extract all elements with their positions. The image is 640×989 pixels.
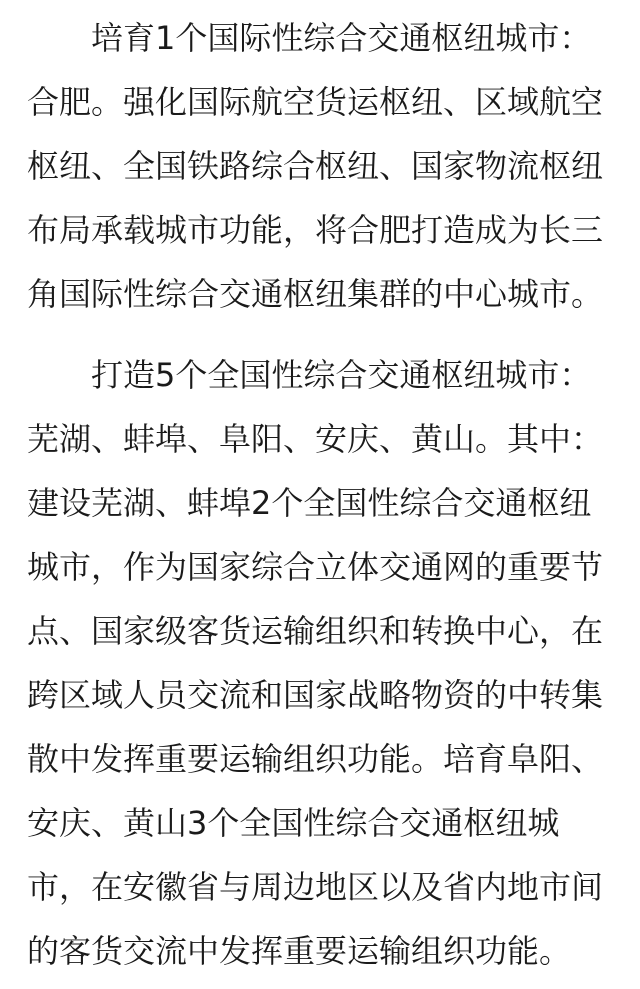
text-line: 芜湖、蚌埠、阜阳、安庆、黄山。其中：	[27, 420, 604, 458]
text-line: 角国际性综合交通枢纽集群的中心城市。	[27, 275, 604, 313]
text-line: 枢纽、全国铁路综合枢纽、国家物流枢纽	[27, 147, 604, 185]
text-line: 安庆、黄山3个全国性综合交通枢纽城	[27, 804, 560, 842]
text-line: 散中发挥重要运输组织功能。培育阜阳、	[27, 740, 604, 778]
text-line: 布局承载城市功能，将合肥打造成为长三	[27, 211, 604, 249]
text-line: 市，在安徽省与周边地区以及省内地市间	[27, 868, 604, 906]
text-line: 的客货交流中发挥重要运输组织功能。	[27, 932, 572, 970]
text-line: 建设芜湖、蚌埠2个全国性综合交通枢纽	[27, 484, 592, 522]
text-line: 跨区域人员交流和国家战略物资的中转集	[27, 676, 604, 714]
text-line: 合肥。强化国际航空货运枢纽、区域航空	[27, 83, 604, 121]
text-line: 打造5个全国性综合交通枢纽城市：	[91, 356, 592, 394]
text-line: 点、国家级客货运输组织和转换中心，在	[27, 612, 604, 650]
text-line: 培育1个国际性综合交通枢纽城市：	[91, 19, 592, 57]
text-line: 城市，作为国家综合立体交通网的重要节	[27, 548, 604, 586]
